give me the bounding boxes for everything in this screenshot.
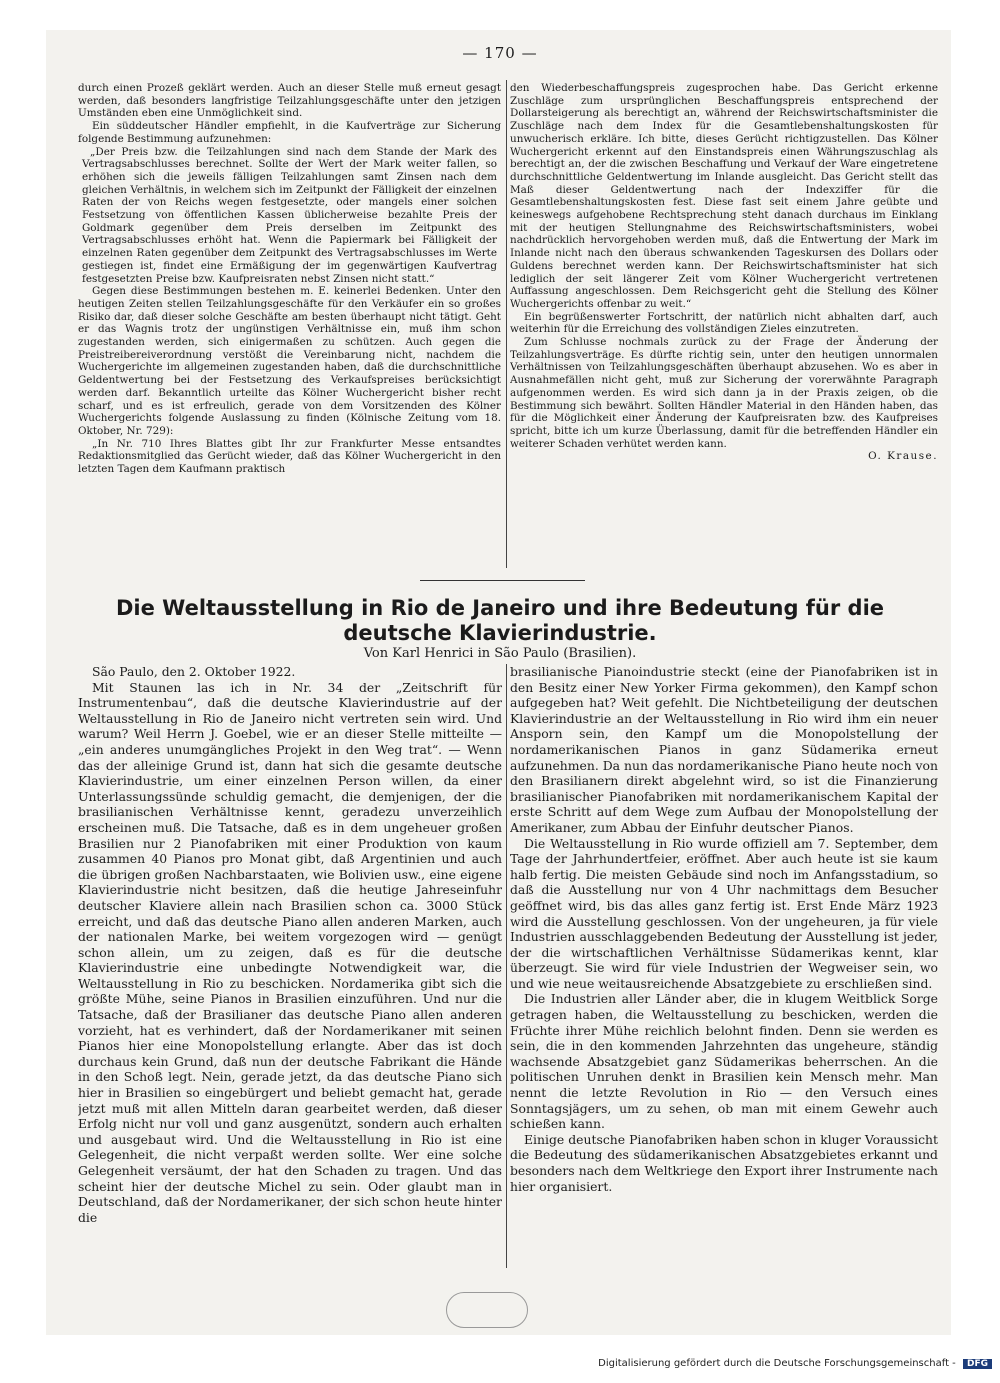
article-headline: Die Weltausstellung in Rio de Janeiro und ihre Bedeutung für die deutsche Klavierindustrie. (115, 596, 885, 645)
article-byline: Von Karl Henrici in São Paulo (Brasilien). (363, 646, 637, 661)
page-number: — 170 — (462, 44, 538, 62)
paragraph: durch einen Prozeß geklärt werden. Auch an dieser Stelle muß erneut gesagt werden, daß besonders langfristige Teilzahlungsgeschäfte unter den jetzigen Umständen eben eine Unmöglichkeit sind. (78, 82, 501, 120)
bottom-right-column (510, 664, 938, 1294)
paragraph: Gegen diese Bestimmungen bestehen m. E. keinerlei Bedenken. Unter den heutigen Zeiten stellen Teilzahlungsgeschäfte für den Verkäufer ein so großes Risiko dar, daß dieser solche Geschäfte am besten überhaupt nicht tätigt. Geht er das Wagnis trotz der ungünstigen Verhältnisse ein, muß ihm schon zugestanden werden, sich einigermaßen zu schützen. Auch gegen die Preistreibereiverordnung verstößt die Vereinbarung nicht, nachdem die Wuchergerichte im allgemeinen zugestanden haben, daß die durchschnittliche Geldentwertung bei der Festsetzung des Verkaufspreises berücksichtigt werden darf. Bekanntlich urteilte das Kölner Wuchergericht bisher recht scharf, und es ist erfreulich, gerade von dem Vorsitzenden des Kölner Wuchergerichts folgende Auslassung zu finden (Kölnische Zeitung vom 18. Oktober, Nr. 729): (78, 285, 501, 437)
paragraph: Ein begrüßenswerter Fortschritt, der natürlich nicht abhalten darf, auch weiterhin für die Erreichung des vollständigen Zieles einzutreten. (510, 310, 938, 336)
paragraph: den Wiederbeschaffungspreis zugesprochen habe. Das Gericht erkenne Zuschläge zum ursprünglichen Beschaffungspreis entsprechend der Dollarsteigerung als berechtigt an, während der Reichswirtschaftsminister die Zuschläge nach dem Index für die Gesamtlebenshaltungskosten für unwucherisch erkläre. Ich bitte, dieses Gerücht richtigzustellen. Das Kölner Wuchergericht erkennt auf den Einstandspreis einen Währungszuschlag als berechtigt an, der die zwischen Beschaffung und Verkauf der Ware eingetretene durchschnittliche Geldentwertung im Inlande ausgleicht. Das Gericht stellt das Maß dieser Geldentwertung nach der Indexziffer für die Gesamtlebenshaltungskosten fest. Diese fast seit einem Jahre geübte und keineswegs aufgehobene Rechtsprechung steht danach durchaus im Einklang mit der heutigen Stellungnahme des Reichswirtschaftsministers, wobei nachdrücklich hervorgehoben werden muß, daß die Entwertung der Mark im Inlande nicht nach den überaus schwankenden Tageskursen des Dollars oder Guldens berechnet werden kann. Der Reichswirtschaftsminister hat sich lediglich der seit längerer Zeit vom Kölner Wuchergericht vertretenen Auffassung angeschlossen. Dem Reichsgericht geht die Stellung des Kölner Wuchergerichts offenbar zu weit.“ (510, 82, 938, 310)
paragraph: Ein süddeutscher Händler empfiehlt, in die Kaufverträge zur Sicherung folgende Bestimmung aufzunehmen: (78, 120, 501, 145)
digitization-footer (598, 1358, 992, 1369)
top-left-column (78, 82, 501, 572)
bottom-left-column (78, 664, 502, 1294)
paragraph: Zum Schlusse nochmals zurück zu der Frage der Änderung der Teilzahlungsverträge. Es dürfte richtig sein, unter den heutigen unnormalen Verhältnissen von Teilzahlungsgeschäften überhaupt abzusehen. Wo es aber in Ausnahmefällen nicht geht, muß zur Sicherung der vorerwähnte Paragraph aufgenommen werden. Es wird sich dann ja in der Praxis zeigen, ob die Bestimmung sich bewährt. Sollten Händler Material in den Händen haben, das für die Möglichkeit einer Änderung der Kaufpreisraten bzw. des Kaufpreises spricht, bitte ich um kurze Überlassung, damit für die betreffenden Händler ein weiterer Schaden verhütet werden kann. (510, 336, 938, 450)
paragraph: Die Weltausstellung in Rio wurde offiziell am 7. September, dem Tage der Jahrhundertfeier, eröffnet. Aber auch heute ist sie kaum halb fertig. Die meisten Gebäude sind noch im Anfangsstadium, so daß die Ausstellung nur von 4 Uhr nachmittags dem Besucher geöffnet wird, bis das alles ganz fertig ist. Erst Ende März 1923 wird die Ausstellung geschlossen. Von der ungeheuren, ja für viele Industrien ausschlaggebenden Bedeutung der Ausstellung ist jeder, der die wirtschaftlichen Verhältnisse Südamerikas kennt, klar überzeugt. Sie wird für viele Industrien der Wegweiser sein, wo und wie neue weitausreichende Absatzgebiete zu erschließen sind. (510, 835, 938, 991)
top-right-column (510, 82, 938, 572)
footer-text: Digitalisierung gefördert durch die Deutsche Forschungsgemeinschaft - (598, 1358, 956, 1369)
paragraph: Einige deutsche Pianofabriken haben schon in kluger Voraussicht die Bedeutung des südamerikanischen Absatzgebietes erkannt und besonders nach dem Weltkriege den Export ihrer Instrumente nach hier organisiert. (510, 1131, 938, 1194)
paragraph: Mit Staunen las ich in Nr. 34 der „Zeitschrift für Instrumentenbau“, daß die deutsche Klavierindustrie auf der Weltausstellung in Rio de Janeiro nicht vertreten sein wird. Und warum? Weil Herrn J. Goebel, wie er an dieser Stelle mitteilte — „ein anderes unumgängliches Projekt in den Weg trat“. — Wenn das der alleinige Grund ist, dann hat sich die gesamte deutsche Klavierindustrie, um einer einzelnen Person willen, da einer Unterlassungssünde schuldig gemacht, die demjenigen, der die brasilianischen Verhältnisse kennt, geradezu unverzeihlich erscheinen muß. Die Tatsache, daß es in dem ungeheuer großen Brasilien nur 2 Pianofabriken mit einer Produktion von kaum zusammen 40 Pianos pro Monat gibt, daß Argentinien und auch die übrigen großen Nachbarstaaten, wie Bolivien usw., eine eigene Klavierindustrie nicht besitzen, daß die heutige Jahreseinfuhr deutscher Klaviere allein nach Brasilien schon ca. 3000 Stück erreicht, und daß das deutsche Piano allen anderen Marken, auch der nationalen Marke, bei weitem vorgezogen wird — genügt schon allein, um zu zeigen, daß es für die deutsche Klavierindustrie eine unbedingte Notwendigkeit war, die Weltausstellung in Rio zu beschicken. Nordamerika gibt sich die größte Mühe, seine Pianos in Brasilien einzuführen. Und nur die Tatsache, daß der Brasilianer das deutsche Piano allen anderen vorzieht, hat es verhindert, daß der Nordamerikaner mit seinen Pianos hier eine Monopolstellung erlangte. Aber das ist doch durchaus kein Grund, daß nun der deutsche Fabrikant die Hände in den Schoß legt. Nein, gerade jetzt, da das deutsche Piano sich hier in Brasilien so eingebürgert und beliebt gemacht hat, gerade jetzt muß mit allen Mitteln daran gearbeitet werden, daß dieser Erfolg nicht nur voll und ganz ausgenützt, sondern auch erhalten und ausgebaut wird. Und die Weltausstellung in Rio ist eine Gelegenheit, die nicht verpaßt werden sollte. Wer eine solche Gelegenheit versäumt, der hat den Schaden zu tragen. Und das scheint hier der deutsche Michel zu sein. Oder glaubt man in Deutschland, daß der Nordamerikaner, der sich schon heute hinter die (78, 679, 502, 1225)
dateline: São Paulo, den 2. Oktober 1922. (92, 664, 296, 679)
library-stamp (446, 1292, 528, 1328)
dfg-logo: DFG (963, 1359, 992, 1369)
paragraph: brasilianische Pianoindustrie steckt (eine der Pianofabriken ist in den Besitz einer New Yorker Firma gekommen), den Kampf schon aufgegeben hat? Weit gefehlt. Die Nichtbeteiligung der deutschen Klavierindustrie an der Weltausstellung in Rio wird ihm ein neuer Ansporn sein, den Kampf um die Monopolstellung der nordamerikanischen Pianos in ganz Südamerika erneut aufzunehmen. Da nun das nordamerikanische Piano heute noch von den Brasilianern direkt abgelehnt wird, so ist die Finanzierung brasilianischer Pianofabriken mit nordamerikanischem Kapital der erste Schritt auf dem Wege zum Aufbau der Monopolstellung der Amerikaner, zum Abbau der Einfuhr deutscher Pianos. (510, 664, 938, 835)
column-divider (506, 80, 507, 568)
author-signature: O. Krause. (868, 450, 938, 463)
section-rule (420, 580, 585, 581)
paragraph: „In Nr. 710 Ihres Blattes gibt Ihr zur Frankfurter Messe entsandtes Redaktionsmitglied das Gerücht wieder, daß das Kölner Wuchergericht in den letzten Tagen dem Kaufmann praktisch (78, 437, 501, 476)
quoted-clause: „Der Preis bzw. die Teilzahlungen sind nach dem Stande der Mark des Vertragsabschlusses berechnet. Sollte der Wert der Mark weiter fallen, so erhöhen sich die jeweils fälligen Teilzahlungen samt Zinsen nach dem gleichen Verhältnis, in welchem sich im Zeitpunkt der Fälligkeit der einzelnen Raten der von Reichs wegen festgesetzte, oder mangels einer solchen Festsetzung von öffentlichen Kassen üblicherweise bezahlte Preis der Goldmark gegenüber dem Preis derselben im Zeitpunkt des Vertragsabschlusses erhöht hat. Wenn die Papiermark bei Fälligkeit der einzelnen Raten gegenüber dem Zeitpunkt des Vertragsabschlusses im Werte gestiegen ist, findet eine Ermäßigung der im gegenwärtigen Kaufvertrag festgesetzten Preise bzw. Kaufpreisraten nebst Zinsen nicht statt.“ (82, 145, 497, 285)
column-divider (506, 664, 507, 1268)
paragraph: Die Industrien aller Länder aber, die in klugem Weitblick Sorge getragen haben, die Weltausstellung zu beschicken, werden die Früchte ihrer Mühe reichlich belohnt finden. Denn sie werden es sein, die in den kommenden Jahrzehnten das ungeheure, ständig wachsende Absatzgebiet ganz Südamerikas beherrschen. An die politischen Unruhen denkt in Brasilien kein Mensch mehr. Man nennt die letzte Revolution in Rio — den Versuch eines Sonntagsjägers, um zu sehen, ob man mit einem Gewehr auch schießen kann. (510, 991, 938, 1132)
